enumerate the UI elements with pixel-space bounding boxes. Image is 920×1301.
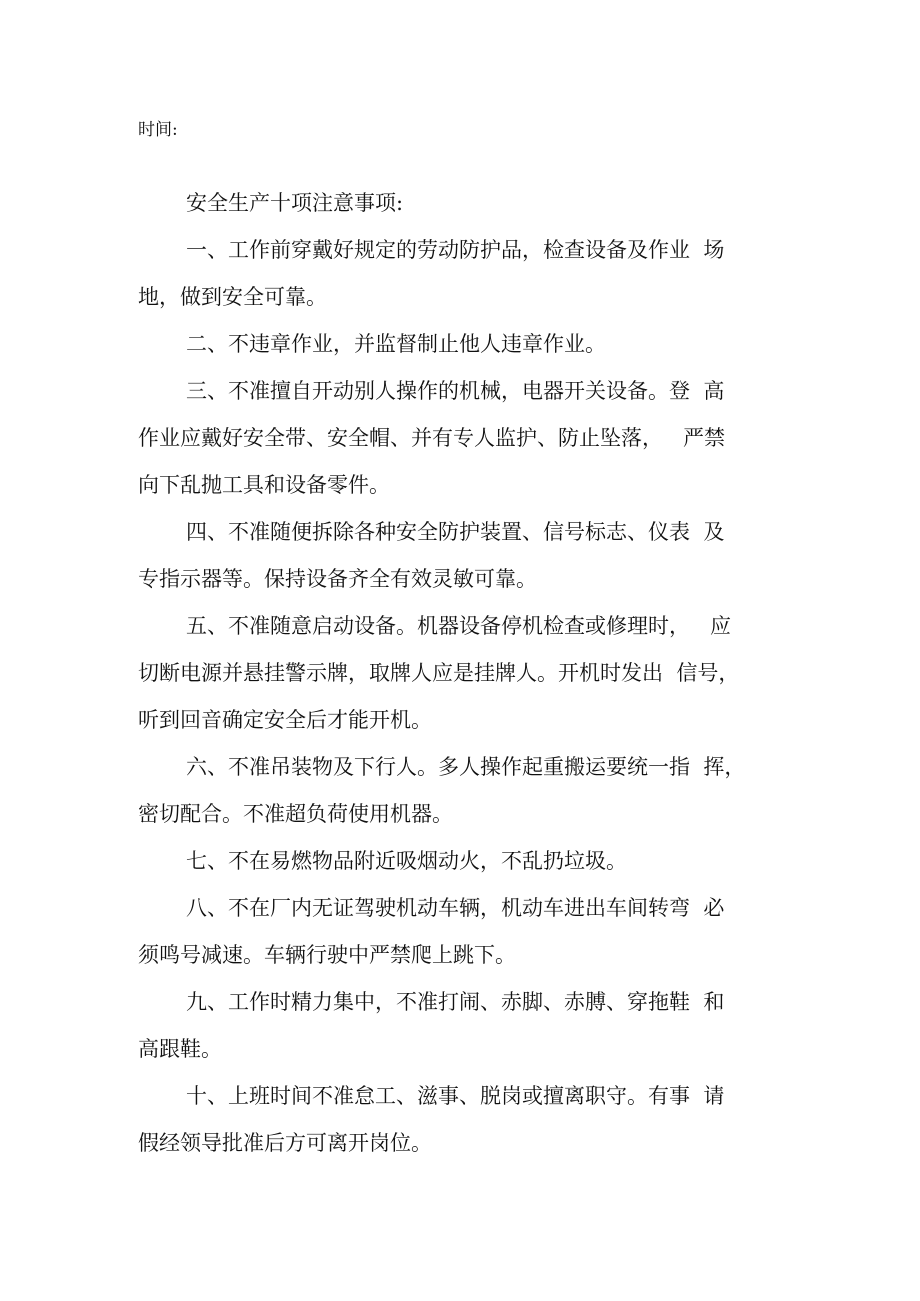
list-item — [138, 979, 790, 1073]
item-line: 七、不在易燃物品附近吸烟动火，不乱扔垃圾。 — [186, 849, 627, 873]
item-line: 听到回音确定安全后才能开机。 — [138, 708, 432, 732]
list-item — [138, 1073, 790, 1167]
item-line: 高跟鞋。 — [138, 1037, 222, 1061]
item-line: 九、工作时精力集中，不准打闹、赤脚、赤膊、穿拖鞋 和 — [186, 990, 725, 1014]
item-line: 专指示器等。保持设备齐全有效灵敏可靠。 — [138, 567, 537, 591]
item-line: 十、上班时间不准怠工、滋事、脱岗或擅离职守。有事 请 — [186, 1084, 725, 1108]
item-line: 三、不准擅自开动别人操作的机械，电器开关设备。登 高 — [186, 379, 725, 403]
item-line: 一、工作前穿戴好规定的劳动防护品，检查设备及作业 场 — [186, 238, 725, 262]
document-body — [138, 180, 790, 1167]
list-item — [138, 368, 790, 509]
item-line: 地，做到安全可靠。 — [138, 285, 327, 309]
list-item — [138, 838, 790, 885]
item-line: 二、不违章作业，并监督制止他人违章作业。 — [186, 332, 606, 356]
item-line: 假经领导批准后方可离开岗位。 — [138, 1131, 432, 1155]
list-item — [138, 227, 790, 321]
item-line: 四、不准随便拆除各种安全防护装置、信号标志、仪表 及 — [186, 520, 725, 544]
item-line: 须鸣号减速。车辆行驶中严禁爬上跳下。 — [138, 943, 516, 967]
item-line: 密切配合。不准超负荷使用机器。 — [138, 802, 453, 826]
document-heading: 安全生产十项注意事项: — [186, 191, 404, 215]
item-line: 向下乱抛工具和设备零件。 — [138, 473, 390, 497]
item-line: 五、不准随意启动设备。机器设备停机检查或修理时， 应 — [186, 614, 732, 638]
list-item — [138, 321, 790, 368]
list-item — [138, 509, 790, 603]
list-item — [138, 885, 790, 979]
item-line: 六、不准吊装物及下行人。多人操作起重搬运要统一指 挥， — [186, 755, 746, 779]
list-item — [138, 603, 790, 744]
item-line: 切断电源并悬挂警示牌，取牌人应是挂牌人。开机时发出 信号， — [138, 661, 740, 685]
item-line: 八、不在厂内无证驾驶机动车辆，机动车进出车间转弯 必 — [186, 896, 725, 920]
list-item — [138, 744, 790, 838]
time-label: 时间: — [138, 120, 178, 140]
item-line: 作业应戴好安全带、安全帽、并有专人监护、防止坠落， 严禁 — [138, 426, 726, 450]
